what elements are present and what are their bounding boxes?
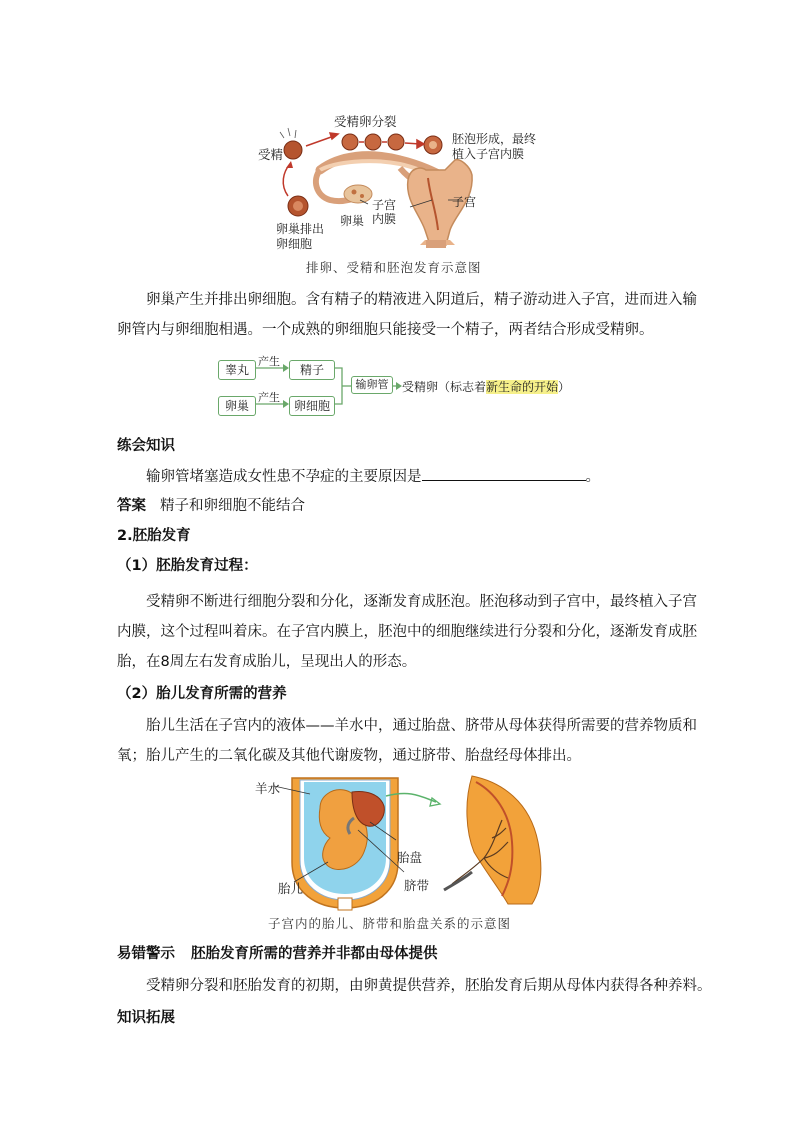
flow-produce-bottom: 产生 [258, 391, 280, 404]
para1-line1: 卵巢产生并排出卵细胞。含有精子的精液进入阴道后，精子游动进入子宫，进而进入输 [146, 292, 697, 308]
extension-heading: 知识拓展 [117, 1010, 175, 1026]
flow-produce-top: 产生 [258, 355, 280, 368]
flow-oviduct: 输卵管 [351, 376, 393, 394]
figure-ovulation-fertilization [250, 100, 550, 280]
warning-text: 胚胎发育所需的营养并非都由母体提供 [191, 946, 438, 962]
fig1-label-fertilization: 受精 [258, 147, 284, 162]
section2-heading: 2.胚胎发育 [117, 528, 191, 544]
section2-p1-line1: 受精卵不断进行细胞分裂和分化，逐渐发育成胚泡。胚泡移动到子宫中，最终植入子宫 [146, 594, 697, 610]
section2-p1-line3: 胎，在8周左右发育成胎儿，呈现出人的形态。 [117, 654, 417, 670]
fig1-label-ovary: 卵巢 [340, 214, 365, 228]
fig1-label-uterus: 子宫 [452, 195, 477, 209]
section2-p1-line2: 内膜，这个过程叫着床。在子宫内膜上，胚泡中的细胞继续进行分裂和分化，逐渐发育成胚 [117, 624, 697, 640]
practice-question-end: 。 [585, 469, 600, 485]
answer-line [117, 496, 305, 516]
fig1-label-division: 受精卵分裂 [334, 114, 397, 129]
flow-result [402, 378, 570, 395]
answer-label: 答案 [117, 498, 146, 514]
fig1-label-endometrium-1: 子宫 [372, 198, 397, 212]
section2-p2-line1: 胎儿生活在子宫内的液体——羊水中，通过胎盘、脐带从母体获得所需要的营养物质和 [146, 718, 697, 734]
fig1-label-endometrium-2: 内膜 [372, 212, 397, 226]
section2-sub2: （2）胎儿发育所需的营养 [117, 686, 287, 702]
ovulation-diagram [250, 100, 550, 280]
fig1-label-ovulation-2: 卵细胞 [276, 237, 313, 251]
warning-label: 易错警示 [117, 946, 175, 962]
section2-sub1: （1）胚胎发育过程： [117, 558, 258, 574]
flow-result-prefix: 受精卵（标志着 [402, 380, 487, 394]
practice-question [146, 466, 600, 487]
flow-result-highlight: 新生命的开始 [486, 380, 559, 394]
fig1-label-blastocyst-1: 胚泡形成，最终 [452, 132, 537, 146]
fig2-label-placenta: 胎盘 [397, 850, 423, 865]
flow-egg: 卵细胞 [289, 396, 335, 416]
fig2-label-fetus: 胎儿 [278, 881, 304, 896]
fig2-label-umbilical: 脐带 [404, 878, 430, 893]
answer-blank [422, 466, 586, 481]
fig2-label-amniotic: 羊水 [255, 781, 281, 796]
warning-line [117, 944, 438, 964]
fig1-label-ovulation-1: 卵巢排出 [276, 222, 325, 236]
practice-heading: 练会知识 [117, 438, 175, 454]
fig1-label-blastocyst-2: 植入子宫内膜 [452, 147, 525, 161]
flow-sperm: 精子 [289, 360, 335, 380]
flow-ovary: 卵巢 [218, 396, 256, 416]
fig1-caption: 排卵、受精和胚泡发育示意图 [306, 260, 482, 275]
warning-body: 受精卵分裂和胚胎发育的初期，由卵黄提供营养，胚胎发育后期从母体内获得各种养料。 [146, 978, 712, 994]
para1-line2: 卵管内与卵细胞相遇。一个成熟的卵细胞只能接受一个精子，两者结合形成受精卵。 [117, 322, 654, 338]
flow-testis: 睾丸 [218, 360, 256, 380]
section2-p2-line2: 氧；胎儿产生的二氧化碳及其他代谢废物，通过脐带、胎盘经母体排出。 [117, 748, 581, 764]
answer-text: 精子和卵细胞不能结合 [160, 498, 305, 514]
practice-question-text: 输卵管堵塞造成女性患不孕症的主要原因是 [146, 469, 422, 485]
fig2-caption: 子宫内的胎儿、脐带和胎盘关系的示意图 [268, 916, 512, 931]
flow-result-suffix: ） [558, 380, 571, 394]
